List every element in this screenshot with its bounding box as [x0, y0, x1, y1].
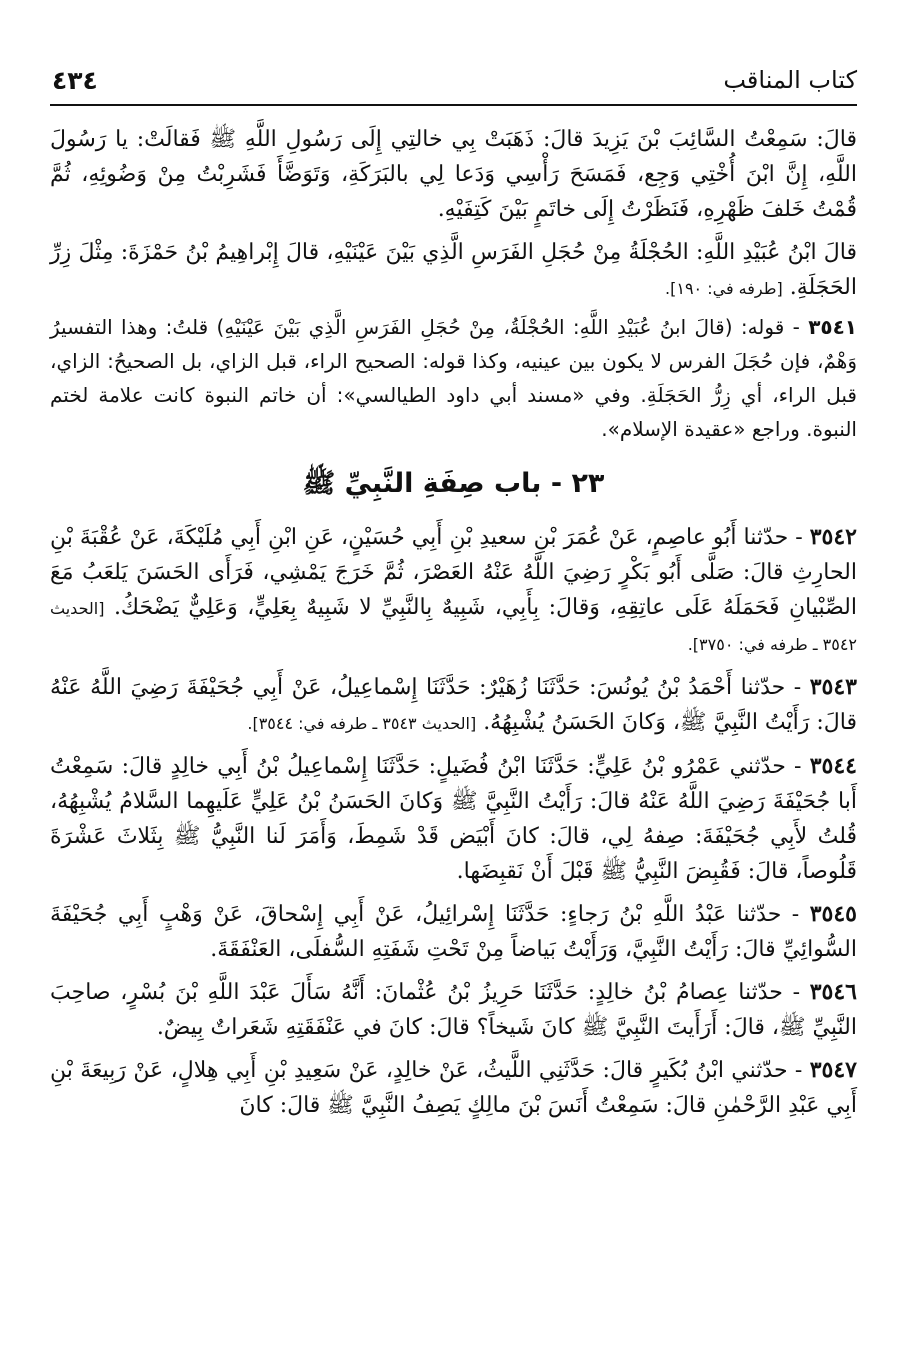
- commentary-text: - قوله: (قالَ ابنُ عُبَيْدِ اللَّهِ: الحُجْلَةُ، مِنْ حُجَلِ الفَرَسِ الَّذِي بَيْنَ عَيْنَيْهِ) قلتُ: وهذا التفسيرُ وَهْمٌ، فإن حُجَلَ الفرس لا يكون بين عينيه، وكذا قوله: الصحيح الراء، قبل الزاي، بل الصحيحُ: الزاي، قبل الراء، أي زِرُّ الحَجَلَةِ. وفي «مسند أبي داود الطيالسي»: أن خاتم النبوة كانت علامة لختم النبوة. وراجع «عقيدة الإسلام».: [50, 315, 857, 441]
- hadith-text: - حدّثنا أَبُو عاصِمٍ، عَنْ عُمَرَ بْنِ سعيدِ بْنِ أَبِي حُسَيْنٍ، عَنِ ابْنِ أَبِي مُلَيْكَةَ، عَنْ عُقْبَةَ بْنِ الحارِثِ قالَ: صَلَّى أَبُو بَكْرٍ رَضِيَ اللَّهُ عَنْهُ العَصْرَ، ثُمَّ خَرَجَ يَمْشِي، فَرَأَى الحَسَنَ يَلعَبُ مَعَ الصِّبْيانِ فَحَمَلَهُ عَلَى عاتِقِهِ، وَقالَ: بِأَبِي، شَبِيهٌ بِالنَّبِيِّ لا شَبِيهٌ بِعَلِيٍّ، وَعَلِيٌّ يَضْحَكُ.: [50, 525, 858, 620]
- hadith-number: ٣٥٤٤: [809, 753, 857, 779]
- hadith-text: - حدّثنا أَحْمَدُ بْنُ يُونُسَ: حَدَّثَنَا زُهَيْرٌ: حَدَّثَنَا إِسْماعِيلُ، عَنْ أَبِي جُحَيْفَةَ رَضِيَ اللَّهُ عَنْهُ قالَ: رَأَيْتُ النَّبِيَّ ﷺ، وَكانَ الحَسَنُ يُشْبِهُهُ.: [50, 675, 857, 735]
- narrator-note: [50, 235, 857, 306]
- hadith-text: - حدّثني عَمْرُو بْنُ عَلِيٍّ: حَدَّثَنَا ابْنُ فُضَيلٍ: حَدَّثَنَا إِسْماعِيلُ بْنُ أَبِي خالِدٍ قالَ: سَمِعْتُ أَبا جُحَيْفَةَ رَضِيَ اللَّهُ عَنْهُ قالَ: رَأَيْتُ النَّبِيَّ ﷺ وَكانَ الحَسَنُ بْنُ عَلِيٍّ عَلَيهِما السَّلامُ يُشْبِهُهُ، قُلتُ لأَبِي جُحَيْفَةَ: صِفهُ لِي، قالَ: كانَ أَبْيَض قَدْ شَمِطَ، وَأَمَرَ لَنا النَّبِيُّ ﷺ بِثَلاثَ عَشْرَةَ قَلُوصاً، قالَ: فَقُبِضَ النَّبِيُّ ﷺ قَبْلَ أَنْ نَقبِضَها.: [50, 754, 857, 884]
- header-divider: [50, 104, 857, 106]
- hadith-text: - حدّثنا عِصامُ بْنُ خالِدٍ: حَدَّثَنَا حَرِيزُ بْنُ عُثْمانَ: أَنَّهُ سَأَلَ عَبْدَ اللَّهِ بْنَ بُسْرٍ، صاحِبَ النَّبِيِّ ﷺ، قالَ: أَرَأَيتَ النَّبِيَّ ﷺ كانَ شَيخاً؟ قالَ: كانَ في عَنْفَقَتِهِ شَعَراتٌ بِيضٌ.: [50, 980, 857, 1040]
- hadith-number: ٣٥٤٦: [809, 979, 857, 1005]
- running-title: كتاب المناقب: [723, 66, 857, 94]
- hadith-3542: [50, 520, 857, 662]
- hadith-continuation: قالَ: سَمِعْتُ السَّائِبَ بْنَ يَزِيدَ قالَ: ذَهَبَتْ بِي خالتِي إِلَى رَسُولِ اللَّهِ ﷺ فَقالَتْ: يا رَسُولَ اللَّهِ، إِنَّ ابْنَ أُخْتِي وَجِع، فَمَسَحَ رَأْسِي وَدَعا لِي بالبَرَكَةِ، وَتَوَضَّأَ فَشَرِبْتُ مِنْ وَضُوئِهِ، ثُمَّ قُمْتُ خَلفَ ظَهْرِهِ، فَنَظَرْتُ إِلَى خاتَمٍ بَيْنَ كَتِفَيْهِ.: [50, 127, 857, 222]
- hadith-3546: [50, 975, 857, 1045]
- hadith-3547: [50, 1053, 857, 1123]
- cross-reference: [الحديث ٣٥٤٣ ـ طرفه في: ٣٥٤٤].: [247, 714, 477, 733]
- page-body: [50, 122, 857, 1131]
- page-header: [50, 64, 857, 104]
- hadith-number: ٣٥٤٥: [809, 901, 857, 927]
- hadith-3544: [50, 749, 857, 889]
- hadith-number: ٣٥٤٣: [809, 674, 857, 700]
- hadith-3543: [50, 670, 857, 741]
- narrator-note-text: قالَ ابْنُ عُبَيْدِ اللَّهِ: الحُجْلَةُ مِنْ حُجَلِ الفَرَسِ الَّذِي بَيْنَ عَيْنَيْهِ، قالَ إِبْراهِيمُ بْنُ حَمْزَةَ: مِثْلَ زِرِّ الحَجَلَةِ.: [50, 240, 857, 300]
- hadith-text: - حدّثنا عَبْدُ اللَّهِ بْنُ رَجاءٍ: حَدَّثَنَا إِسْرائِيلُ، عَنْ أَبِي إِسْحاقَ، عَنْ وَهْبٍ أَبِي جُحَيْفَةَ السُّوائِيِّ قالَ: رَأَيْتُ النَّبِيَّ، وَرَأَيْتُ بَياضاً مِنْ تَحْتِ شَفَتِهِ السُّفلَى، العَنْفَقَةَ.: [50, 902, 857, 962]
- hadith-text: - حدّثني ابْنُ بُكَيرٍ قالَ: حَدَّثَنِي اللَّيثُ، عَنْ خالِدٍ، عَنْ سَعِيدِ بْنِ أَبِي هِلالٍ، عَنْ رَبِيعَةَ بْنِ أَبِي عَبْدِ الرَّحْمٰنِ قالَ: سَمِعْتُ أَنَسَ بْنَ مالِكٍ يَصِفُ النَّبِيَّ ﷺ قالَ: كانَ: [50, 1058, 857, 1118]
- commentary-3541: [50, 310, 857, 446]
- commentary-number: ٣٥٤١: [808, 315, 858, 339]
- hadith-number: ٣٥٤٢: [809, 524, 857, 550]
- page-number: ٤٣٤: [52, 66, 98, 95]
- hadith-3545: [50, 897, 857, 967]
- cross-reference: [طرفه في: ١٩٠].: [665, 279, 783, 298]
- chapter-title: ٢٣ - باب صِفَةِ النَّبِيِّ ﷺ: [302, 468, 605, 499]
- cross-reference: [الحديث ٣٥٤٢ ـ طرفه في: ٣٧٥٠].: [50, 599, 857, 654]
- hadith-number: ٣٥٤٧: [809, 1057, 857, 1083]
